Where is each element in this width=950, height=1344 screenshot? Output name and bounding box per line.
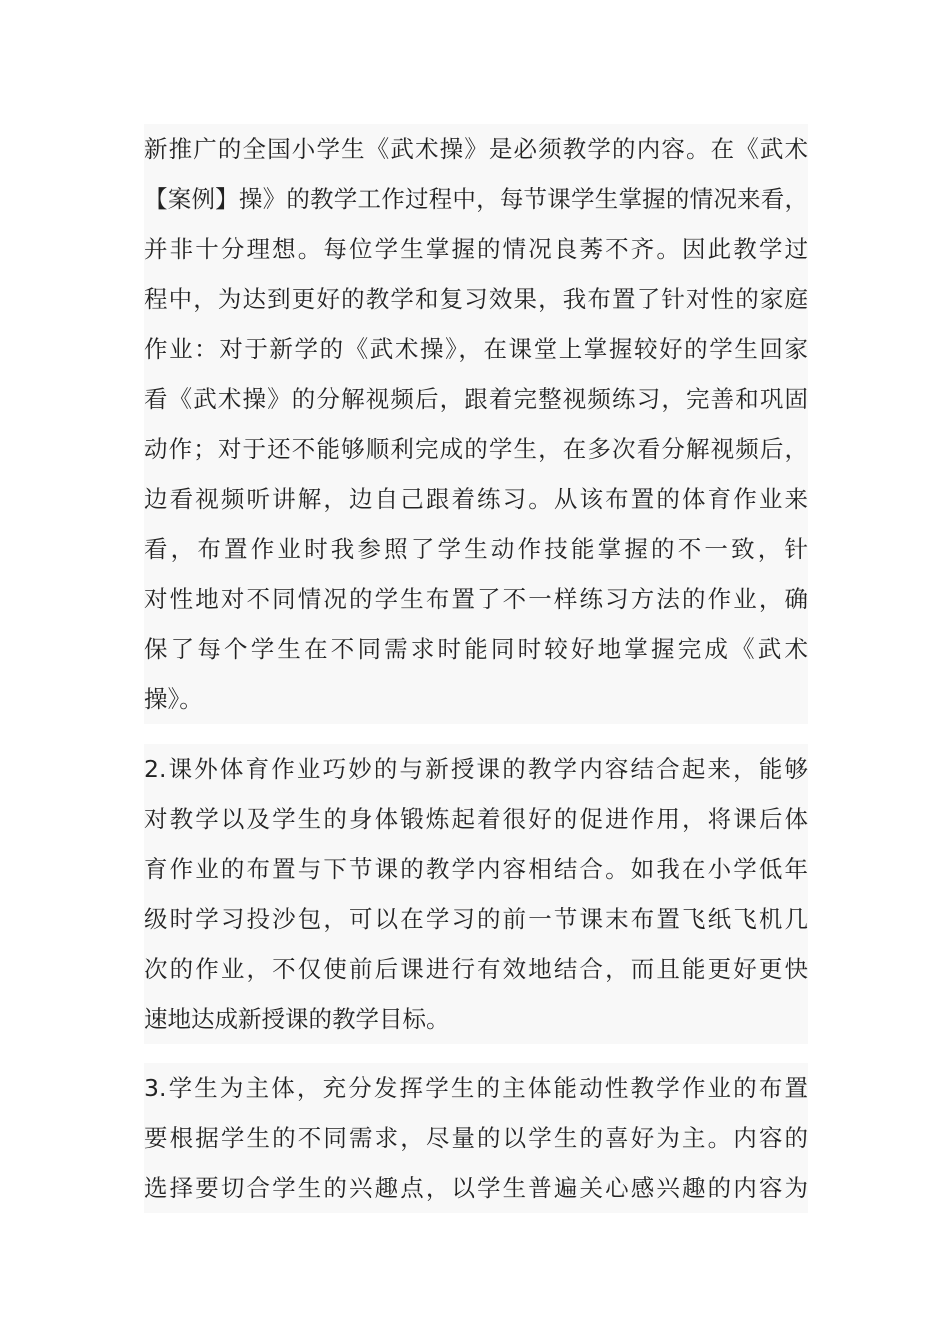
text-line: 看，布置作业时我参照了学生动作技能掌握的不一致，针 [144,535,808,563]
paragraph-point-3 [144,1063,808,1213]
text-line: 2.课外体育作业巧妙的与新授课的教学内容结合起来，能够 [144,755,808,783]
text-line: 动作；对于还不能够顺利完成的学生，在多次看分解视频后， [144,435,808,463]
text-line: 新推广的全国小学生《武术操》是必须教学的内容。在《武术 [144,135,808,163]
text-line: 3.学生为主体，充分发挥学生的主体能动性教学作业的布置 [144,1074,808,1102]
text-line: 并非十分理想。每位学生掌握的情况良莠不齐。因此教学过 [144,235,808,263]
text-line: 看《武术操》的分解视频后，跟着完整视频练习，完善和巩固 [144,385,808,413]
text-line: 对性地对不同情况的学生布置了不一样练习方法的作业，确 [144,585,808,613]
text-line: 级时学习投沙包，可以在学习的前一节课末布置飞纸飞机几 [144,905,808,933]
text-line: 速地达成新授课的教学目标。 [144,1005,450,1033]
text-line: 保了每个学生在不同需求时能同时较好地掌握完成《武术 [144,635,808,663]
text-line: 选择要切合学生的兴趣点，以学生普遍关心感兴趣的内容为 [144,1174,808,1202]
text-line: 育作业的布置与下节课的教学内容相结合。如我在小学低年 [144,855,808,883]
paragraph-wushu-homework [144,124,808,724]
text-line: 【案例】操》的教学工作过程中，每节课学生掌握的情况来看， [144,185,808,213]
paragraph-point-2 [144,744,808,1044]
text-line: 边看视频听讲解，边自己跟着练习。从该布置的体育作业来 [144,485,808,513]
text-line: 程中，为达到更好的教学和复习效果，我布置了针对性的家庭 [144,285,808,313]
text-line: 操》。 [144,685,203,713]
text-line: 对教学以及学生的身体锻炼起着很好的促进作用，将课后体 [144,805,808,833]
text-line: 要根据学生的不同需求，尽量的以学生的喜好为主。内容的 [144,1124,808,1152]
text-line: 作业：对于新学的《武术操》，在课堂上掌握较好的学生回家 [144,335,808,363]
text-line: 次的作业，不仅使前后课进行有效地结合，而且能更好更快 [144,955,808,983]
